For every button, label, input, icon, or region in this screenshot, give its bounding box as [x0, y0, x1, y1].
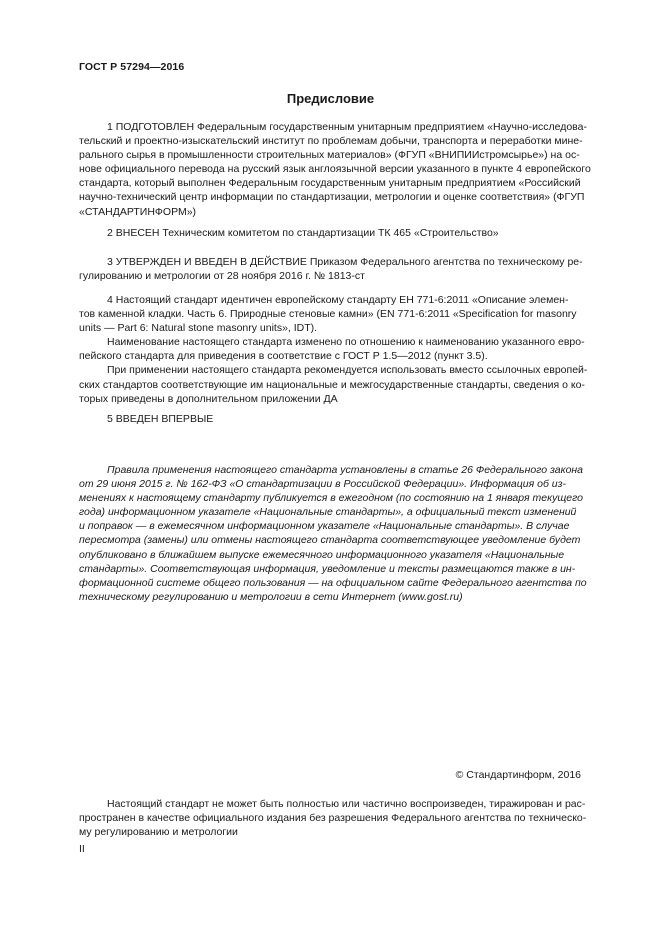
- notice-line: года) информационном указателе «Национальные стандарты», а официальный текст изменений: [79, 506, 577, 519]
- notice-line: от 29 июня 2015 г. № 162-ФЗ «О стандартизации в Российской Федерации». Информация об из-: [79, 478, 567, 491]
- text-line: нове официального перевода на русский язык англоязычной версии указанного в пункте 4 европейского: [79, 163, 591, 176]
- text-line: рального сырья в промышленности строительных материалов» (ФГУП «ВНИПИИстромсырье») на ос-: [79, 149, 580, 162]
- page-number: II: [79, 843, 85, 855]
- text-line: При применении настоящего стандарта рекомендуется использовать вместо ссылочных европей-: [107, 364, 588, 377]
- preface-item-3: [79, 255, 581, 283]
- text-line: Наименование настоящего стандарта изменено по отношению к наименованию указанного евро-: [107, 336, 585, 349]
- text-line: научно-технический центр информации по стандартизации, метрологии и оценке соответствия» (ФГУП: [79, 191, 585, 204]
- footer-line: Настоящий стандарт не может быть полностью или частично воспроизведен, тиражирован и рас-: [107, 798, 586, 810]
- preface-item-5: [79, 412, 581, 426]
- text-line: 3 УТВЕРЖДЕН И ВВЕДЕН В ДЕЙСТВИЕ Приказом Федерального агентства по техническому ре-: [107, 256, 583, 268]
- text-line: тельский и проектно-изыскательский институт по проблемам добычи, транспорта и переработки мине-: [79, 135, 583, 148]
- notice-line: стандарты». Соответствующая информация, уведомление и тексты размещаются также в ин-: [79, 562, 576, 575]
- text-line: торых приведены в дополнительном приложении ДА: [79, 392, 338, 405]
- notice-line: менениях к настоящему стандарту публикуется в ежегодном (по состоянию на 1 января текущего: [79, 492, 583, 505]
- text-line: стандарта, который выполнен Федеральным государственным унитарным предприятием «Российский: [79, 177, 581, 190]
- text-line: 5 ВВЕДЕН ВПЕРВЫЕ: [107, 413, 214, 425]
- footer-line: му регулированию и метрологии: [79, 826, 238, 839]
- page-title: Предисловие: [286, 91, 375, 106]
- preface-item-2: [79, 226, 581, 240]
- text-line: 1 ПОДГОТОВЛЕН Федеральным государственным унитарным предприятием «Научно-исследова-: [107, 121, 587, 133]
- notice-line: формационной системе общего пользования — на официальном сайте Федерального агентства по: [79, 576, 587, 589]
- text-line: 2 ВНЕСЕН Техническим комитетом по стандартизации ТК 465 «Строительство»: [107, 227, 499, 239]
- text-line: «СТАНДАРТИНФОРМ»): [79, 205, 197, 218]
- notice-line: и поправок — в ежемесячном информационном указателе «Национальные стандарты». В случае: [79, 520, 570, 533]
- text-line: гулированию и метрологии от 28 ноября 2016 г. № 1813-ст: [79, 270, 365, 283]
- text-line: units — Part 6: Natural stone masonry units», IDT).: [79, 322, 318, 335]
- application-rules-notice: [79, 463, 587, 604]
- text-line: ских стандартов соответствующие им национальные и межгосударственные стандарты, сведения о ко-: [79, 378, 585, 391]
- preface-item-1: [79, 120, 591, 219]
- notice-line: пересмотра (замены) или отмены настоящего стандарта соответствующее уведомление будет: [79, 534, 581, 547]
- notice-line: опубликовано в ближайшем выпуске ежемесячного информационного указателя «Национальные: [79, 548, 565, 561]
- notice-line: Правила применения настоящего стандарта установлены в статье 26 Федерального закона: [107, 464, 584, 476]
- text-line: тов каменной кладки. Часть 6. Природные стеновые камни» (EN 771-6:2011 «Specification for masonry: [79, 308, 577, 321]
- text-line: пейского стандарта для приведения в соответствие с ГОСТ Р 1.5—2012 (пункт 3.5).: [79, 350, 488, 363]
- document-header: ГОСТ Р 57294—2016: [79, 61, 185, 73]
- notice-line: техническому регулированию и метрологии в сети Интернет (www.gost.ru): [79, 590, 463, 603]
- text-line: 4 Настоящий стандарт идентичен европейскому стандарту ЕН 771-6:2011 «Описание элемен-: [107, 294, 569, 306]
- footer-line: пространен в качестве официального издания без разрешения Федерального агентства по техническо-: [79, 812, 587, 825]
- reproduction-notice: [79, 797, 587, 839]
- preface-item-4: [79, 293, 588, 406]
- copyright-notice: © Стандартинформ, 2016: [455, 769, 581, 781]
